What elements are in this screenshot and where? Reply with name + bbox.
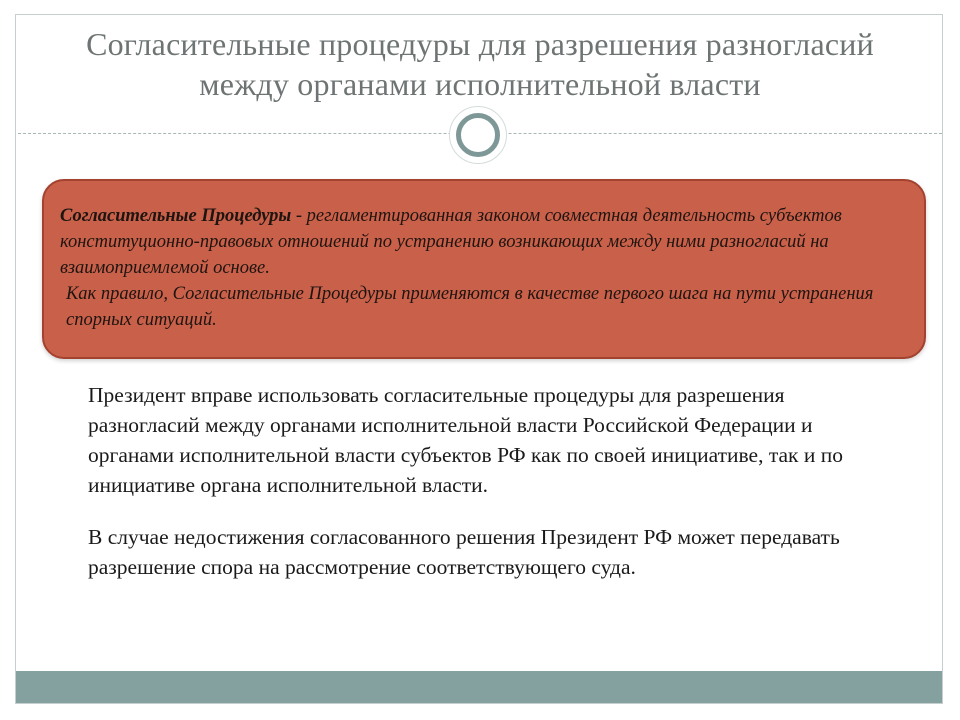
- callout-text: [60, 203, 910, 333]
- title-line-1: Согласительные процедуры для разрешения разногласий: [86, 26, 874, 62]
- callout-definition: - регламентированная законом совместная деятельность субъектов конституционно-правовых отношений по устранению возникающих между ними разногласий на взаимоприемлемой основе.: [60, 206, 842, 278]
- bottom-bar: [16, 671, 942, 703]
- title-line-2: между органами исполнительной власти: [199, 66, 761, 102]
- paragraph-court-referral: В случае недостижения согласованного решения Президент РФ может передавать разрешение спора на рассмотрение соответствующего суда.: [88, 525, 840, 579]
- callout-note: Как правило, Согласительные Процедуры применяются в качестве первого шага на пути устранения спорных ситуаций.: [66, 284, 874, 330]
- definition-callout: [42, 179, 926, 359]
- body-text: [88, 380, 888, 604]
- circle-ring-icon: [456, 113, 500, 157]
- slide-title: [20, 24, 940, 104]
- callout-term: Согласительные Процедуры: [60, 206, 292, 226]
- paragraph-president-right: Президент вправе использовать согласительные процедуры для разрешения разногласий между органами исполнительной власти Российской Федерации и органами исполнительной власти субъектов РФ как по своей инициативе, так и по инициативе органа исполнительной власти.: [88, 383, 844, 497]
